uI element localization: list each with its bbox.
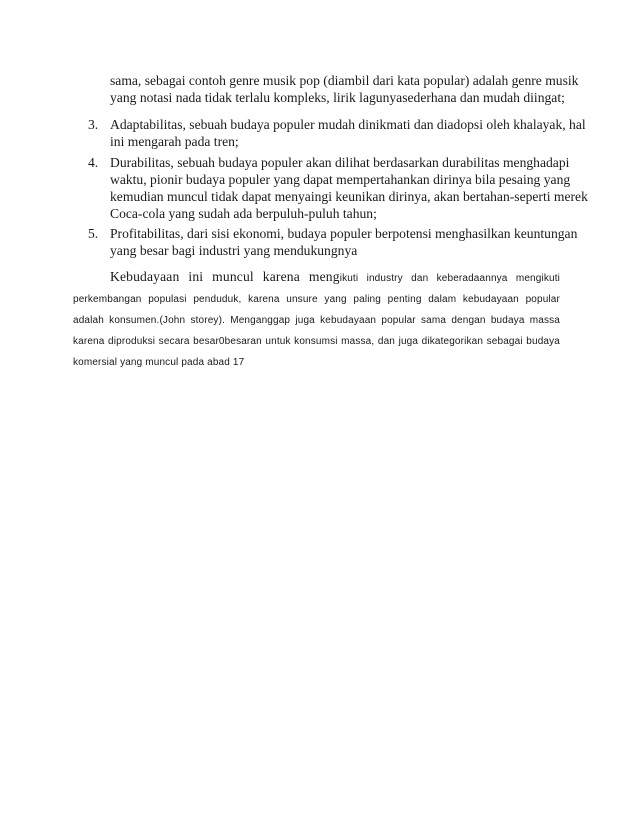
paragraph-line: karena diproduksi secara besar0besaran untuk konsumsi massa, dan juga dikategorikan sebagai budaya — [73, 336, 560, 347]
body-paragraph — [73, 266, 560, 373]
continuation-text — [110, 72, 579, 106]
list-number: 5. — [88, 226, 99, 241]
list-text — [110, 225, 578, 259]
continuation-line: yang notasi nada tidak terlalu kompleks, lirik lagunyasederhana dan mudah diingat; — [110, 90, 565, 105]
list-line: ini mengarah pada tren; — [110, 134, 239, 149]
list-line: waktu, pionir budaya populer yang dapat mempertahankan dirinya bila pesaing yang — [110, 172, 571, 187]
list-number: 4. — [88, 155, 99, 170]
paragraph-line: komersial yang muncul pada abad 17 — [73, 357, 245, 368]
list-line: Profitabilitas, dari sisi ekonomi, budaya populer berpotensi menghasilkan keuntungan — [110, 226, 578, 241]
list-line: Coca-cola yang sudah ada berpuluh-puluh tahun; — [110, 206, 377, 221]
paragraph-first-line — [73, 266, 560, 289]
paragraph-line: perkembangan populasi penduduk, karena unsure yang paling penting dalam kebudayaan popular — [73, 294, 560, 305]
list-number: 3. — [88, 117, 99, 132]
list-text — [110, 154, 588, 222]
list-line: Adaptabilitas, sebuah budaya populer mudah dinikmati dan diadopsi oleh khalayak, hal — [110, 117, 586, 132]
list-item-4 — [88, 154, 588, 222]
paragraph-lead-serif: Kebudayaan ini muncul karena meng — [110, 269, 340, 284]
paragraph-lead-sans: ikuti industry dan keberadaannya mengikuti — [339, 273, 561, 284]
list-text — [110, 116, 586, 150]
continuation-line: sama, sebagai contoh genre musik pop (diambil dari kata popular) adalah genre musik — [110, 73, 579, 88]
list-line: yang besar bagi industri yang mendukungnya — [110, 243, 358, 258]
list-line: Durabilitas, sebuah budaya populer akan dilihat berdasarkan durabilitas menghadapi — [110, 155, 570, 170]
list-line: kemudian muncul tidak dapat menyaingi keunikan dirinya, akan bertahan-seperti merek — [110, 189, 588, 204]
list-item-5 — [88, 225, 578, 259]
list-item-3 — [88, 116, 586, 150]
paragraph-line: adalah konsumen.(John storey). Menganggap juga kebudayaan popular sama dengan budaya massa — [73, 315, 560, 326]
